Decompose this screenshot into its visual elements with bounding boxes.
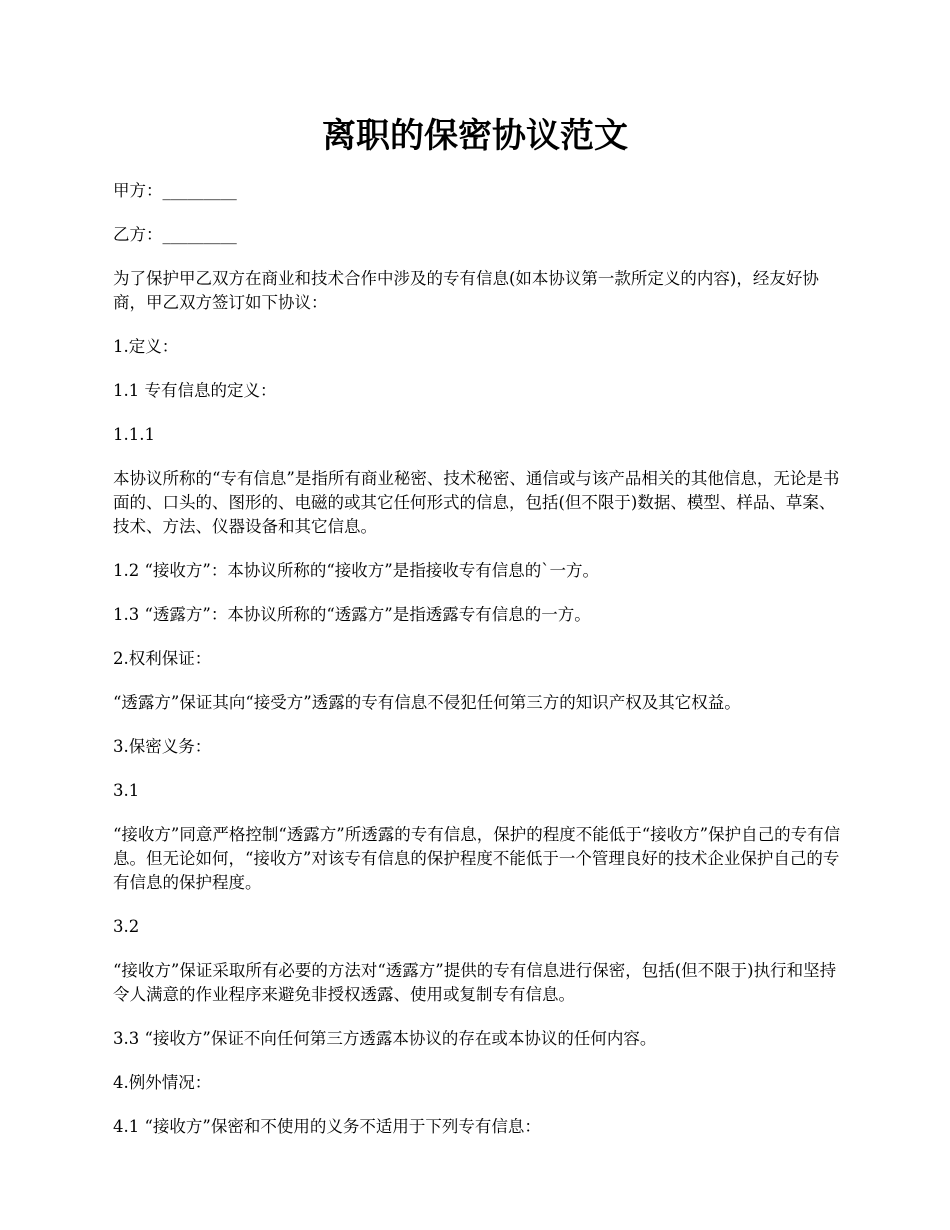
paragraph-definition-text: 本协议所称的“专有信息”是指所有商业秘密、技术秘密、通信或与该产品相关的其他信息，无论是书面的、口头的、图形的、电磁的或其它任何形式的信息，包括(但不限于)数据、模型、样品、草案、技术、方法、仪器设备和其它信息。 [113, 469, 840, 536]
paragraph-party-a: 甲方：_________ [113, 181, 237, 200]
paragraph-1-2: 1.2 “接收方”：本协议所称的“接收方”是指接收专有信息的`一方。 [113, 561, 599, 580]
clause-number-1-1-1: 1.1.1 [113, 425, 155, 444]
heading-confidentiality: 3.保密义务： [113, 737, 212, 756]
paragraph-3-1-text: “接收方”同意严格控制“透露方”所透露的专有信息，保护的程度不能低于“接收方”保护自己的专有信息。但无论如何，“接收方”对该专有信息的保护程度不能低于一个管理良好的技术企业保护自己的专有信息的保护程度。 [113, 825, 841, 892]
paragraph-party-b: 乙方：_________ [113, 225, 237, 244]
document-title: 离职的保密协议范文 [322, 116, 628, 156]
paragraph-preamble: 为了保护甲乙双方在商业和技术合作中涉及的专有信息(如本协议第一款所定义的内容)，经友好协商，甲乙双方签订如下协议： [113, 269, 819, 312]
heading-1-1: 1.1 专有信息的定义： [113, 381, 277, 400]
paragraph-3-2-text: “接收方”保证采取所有必要的方法对“透露方”提供的专有信息进行保密，包括(但不限于)执行和坚持令人满意的作业程序来避免非授权透露、使用或复制专有信息。 [113, 961, 837, 1004]
heading-rights: 2.权利保证： [113, 649, 212, 668]
paragraph-4-1: 4.1 “接收方”保密和不使用的义务不适用于下列专有信息： [113, 1117, 541, 1136]
paragraph-1-3: 1.3 “透露方”：本协议所称的“透露方”是指透露专有信息的一方。 [113, 605, 591, 624]
paragraph-rights-text: “透露方”保证其向“接受方”透露的专有信息不侵犯任何第三方的知识产权及其它权益。 [113, 693, 741, 712]
clause-number-3-1: 3.1 [113, 781, 140, 800]
document-body [113, 179, 841, 1159]
heading-definitions: 1.定义： [113, 337, 179, 356]
clause-number-3-2: 3.2 [113, 917, 140, 936]
heading-exceptions: 4.例外情况： [113, 1073, 212, 1092]
paragraph-3-3: 3.3 “接收方”保证不向任何第三方透露本协议的存在或本协议的任何内容。 [113, 1029, 657, 1048]
